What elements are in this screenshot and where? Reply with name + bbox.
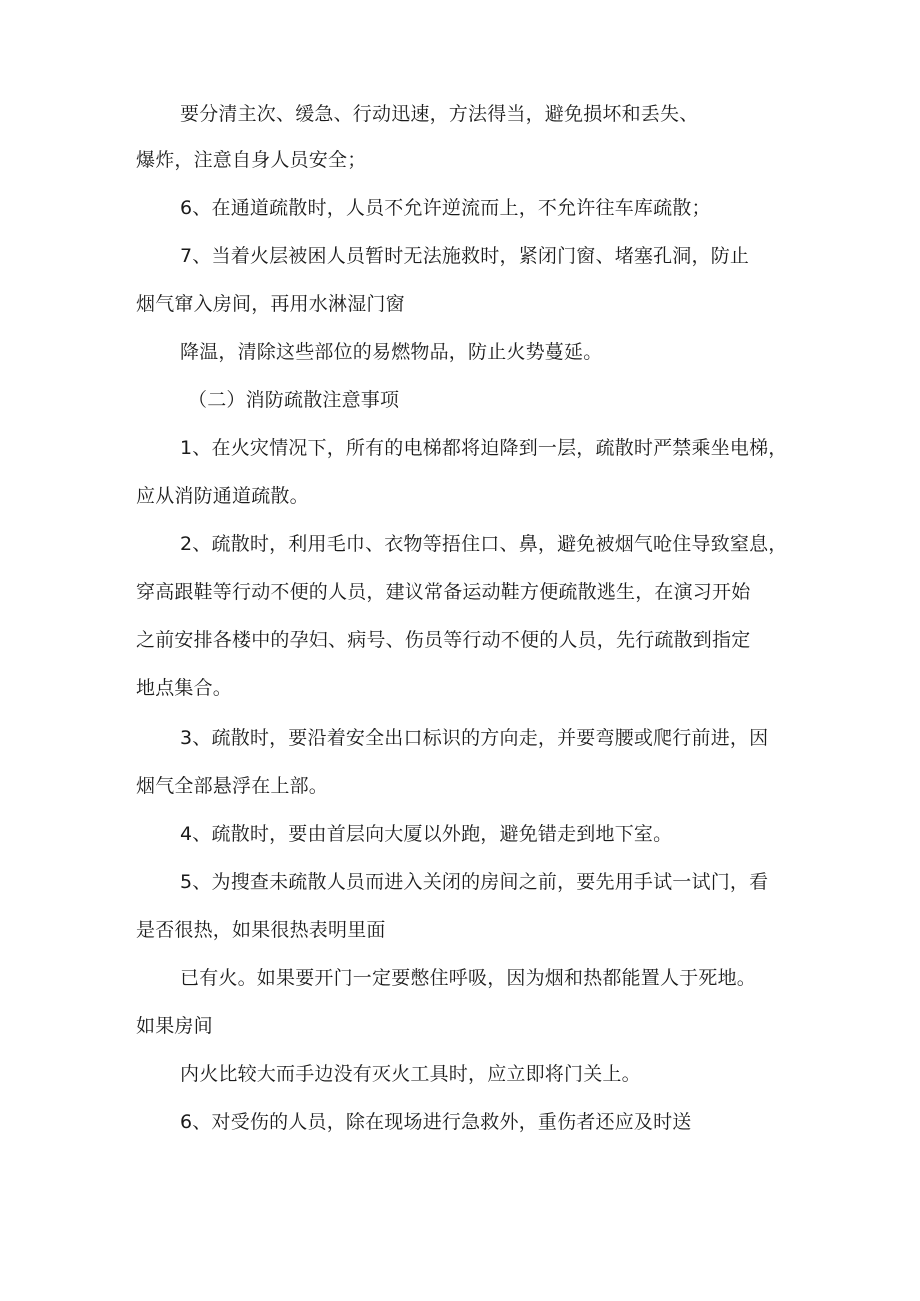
list-item-6b: 6、对受伤的人员，除在现场进行急救外，重伤者还应及时送 [180,1111,692,1133]
text-line: 地点集合。 [136,677,233,699]
text-line: 已有火。如果要开门一定要憋住呼吸，因为烟和热都能置人于死地。 [180,967,757,989]
text-line: 穿高跟鞋等行动不便的人员，建议常备运动鞋方便疏散逃生，在演习开始 [136,581,751,603]
text-line: 烟气窜入房间，再用水淋湿门窗 [136,293,405,315]
text-line: 要分清主次、缓急、行动迅速，方法得当，避免损坏和丢失、 [180,103,699,125]
list-item-3: 3、疏散时，要沿着安全出口标识的方向走，并要弯腰或爬行前进，因 [180,727,769,749]
text-line: 如果房间 [136,1015,213,1037]
list-item-2: 2、疏散时，利用毛巾、衣物等捂住口、鼻，避免被烟气呛住导致窒息， [180,533,788,555]
list-item-5: 5、为搜查未疏散人员而进入关闭的房间之前，要先用手试一试门，看 [180,871,769,893]
text-line: 爆炸，注意自身人员安全； [136,149,367,171]
text-line: 之前安排各楼中的孕妇、病号、伤员等行动不便的人员，先行疏散到指定 [136,629,751,651]
text-line: 是否很热，如果很热表明里面 [136,919,386,941]
text-line: 内火比较大而手边没有灭火工具时，应立即将门关上。 [180,1063,641,1085]
list-item-6: 6、在通道疏散时，人员不允许逆流而上，不允许往车库疏散； [180,197,711,219]
section-heading: （二）消防疏散注意事项 [188,389,400,411]
text-line: 降温，清除这些部位的易燃物品，防止火势蔓延。 [180,341,603,363]
text-line: 烟气全部悬浮在上部。 [136,775,329,797]
list-item-7: 7、当着火层被困人员暂时无法施救时，紧闭门窗、堵塞孔洞，防止 [180,245,750,267]
list-item-1: 1、在火灾情况下，所有的电梯都将迫降到一层，疏散时严禁乘坐电梯， [180,437,788,459]
list-item-4: 4、疏散时，要由首层向大厦以外跑，避免错走到地下室。 [180,823,673,845]
text-line: 应从消防通道疏散。 [136,485,309,507]
